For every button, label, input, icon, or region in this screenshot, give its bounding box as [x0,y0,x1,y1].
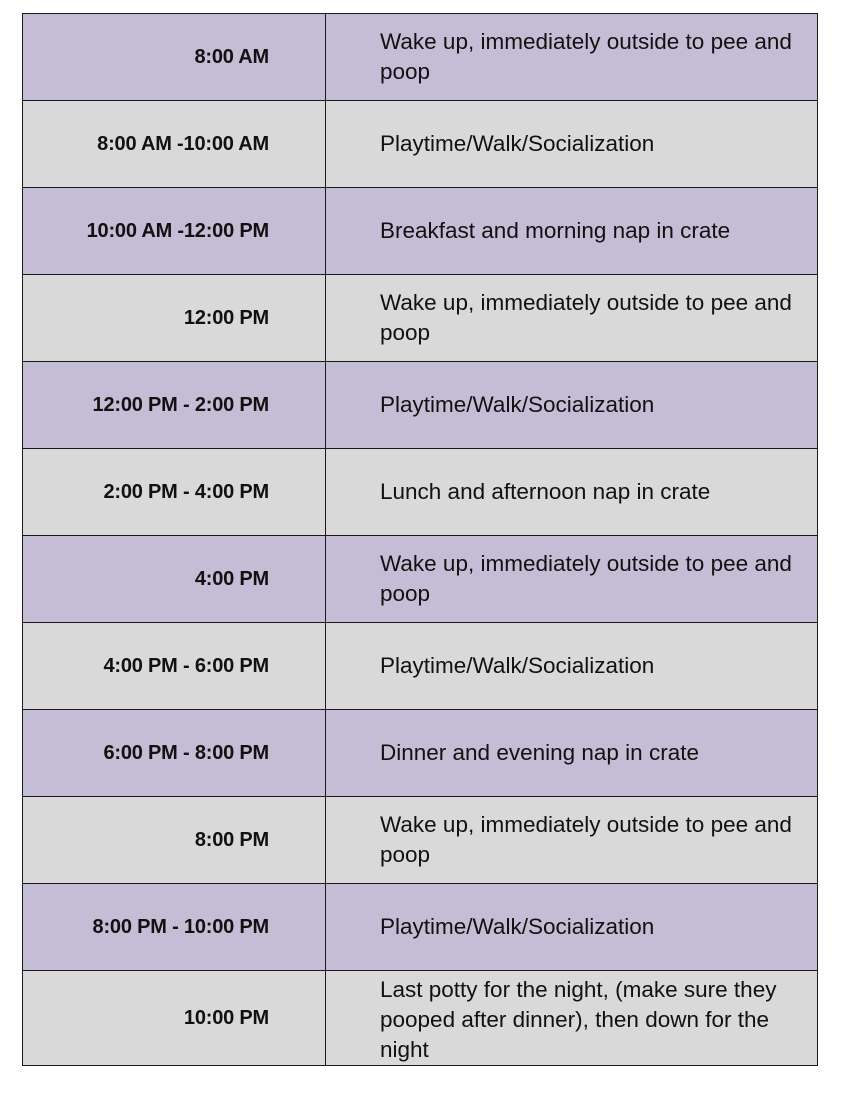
activity-cell: Playtime/Walk/Socialization [326,362,818,449]
time-cell: 4:00 PM - 6:00 PM [23,623,326,710]
time-cell: 8:00 AM -10:00 AM [23,101,326,188]
time-cell: 10:00 AM -12:00 PM [23,188,326,275]
schedule-row [23,275,818,362]
schedule-table [22,13,818,1066]
time-cell: 6:00 PM - 8:00 PM [23,710,326,797]
schedule-row [23,449,818,536]
schedule-row [23,101,818,188]
time-cell: 8:00 PM - 10:00 PM [23,884,326,971]
activity-cell: Wake up, immediately outside to pee and poop [326,14,818,101]
activity-cell: Wake up, immediately outside to pee and poop [326,797,818,884]
time-cell: 4:00 PM [23,536,326,623]
schedule-row [23,536,818,623]
time-cell: 2:00 PM - 4:00 PM [23,449,326,536]
schedule-row [23,710,818,797]
schedule-row [23,797,818,884]
schedule-row [23,623,818,710]
activity-cell: Wake up, immediately outside to pee and poop [326,536,818,623]
schedule-row [23,188,818,275]
time-cell: 12:00 PM - 2:00 PM [23,362,326,449]
activity-cell: Playtime/Walk/Socialization [326,884,818,971]
time-cell: 12:00 PM [23,275,326,362]
activity-cell: Last potty for the night, (make sure they pooped after dinner), then down for the night [326,971,818,1066]
time-cell: 8:00 PM [23,797,326,884]
activity-cell: Playtime/Walk/Socialization [326,623,818,710]
activity-cell: Lunch and afternoon nap in crate [326,449,818,536]
activity-cell: Wake up, immediately outside to pee and poop [326,275,818,362]
schedule-row [23,14,818,101]
activity-cell: Playtime/Walk/Socialization [326,101,818,188]
schedule-row [23,884,818,971]
activity-cell: Breakfast and morning nap in crate [326,188,818,275]
activity-cell: Dinner and evening nap in crate [326,710,818,797]
time-cell: 10:00 PM [23,971,326,1066]
time-cell: 8:00 AM [23,14,326,101]
schedule-row [23,362,818,449]
schedule-row [23,971,818,1066]
